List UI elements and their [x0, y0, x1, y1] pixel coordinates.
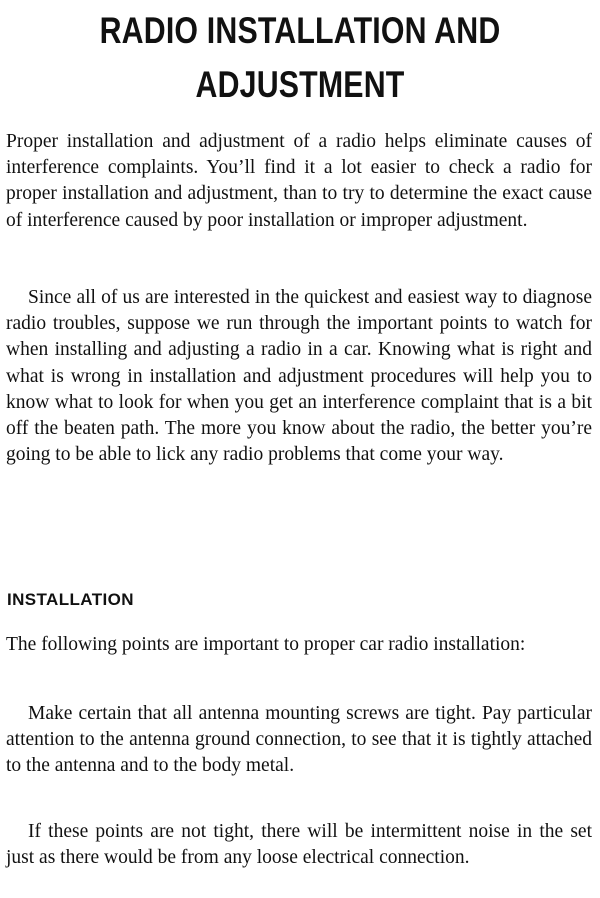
page-title-line-2: ADJUSTMENT — [195, 64, 405, 105]
page-title — [54, 4, 546, 112]
installation-paragraph-1: The following points are important to proper car radio installation: — [6, 634, 526, 655]
page-title-line-1: RADIO INSTALLATION AND — [99, 10, 501, 51]
section-heading-installation: INSTALLATION — [7, 590, 134, 609]
installation-paragraph-2: Make certain that all antenna mounting screws are tight. Pay particular attention to the antenna ground connection, to see that it is tightly attached to the antenna and to the body metal. — [6, 703, 592, 777]
intro-paragraph-1: Proper installation and adjustment of a radio helps eliminate causes of interference complaints. You’ll find it a lot easier to check a radio for proper installation and adjustment, than to try to determine the exact cause of interference caused by poor installation or improper adjustment. — [6, 131, 592, 231]
installation-paragraph-3: If these points are not tight, there will be intermittent noise in the set just as there would be from any loose electrical connection. — [6, 821, 592, 869]
intro-paragraph-2: Since all of us are interested in the quickest and easiest way to diagnose radio troubles, suppose we run through the important points to watch for when installing and adjusting a radio in a car. Knowing what is right and what is wrong in installation and adjustment procedures will help you to know what to look for when you get an interference complaint that is a bit off the beaten path. The more you know about the radio, the better you’re going to be able to lick any radio problems that come your way. — [6, 287, 592, 466]
